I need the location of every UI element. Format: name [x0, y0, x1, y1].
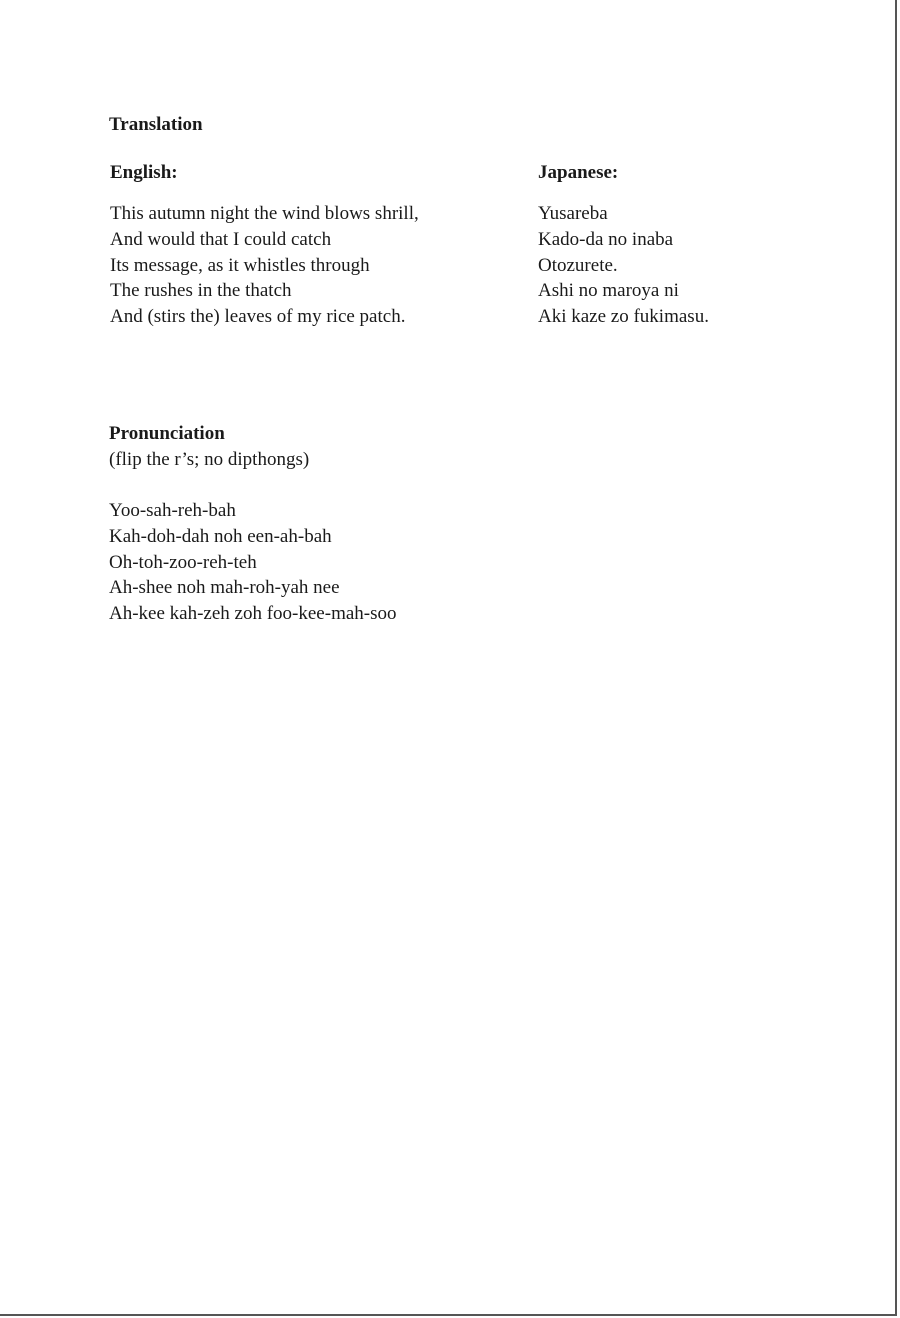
- english-line: And would that I could catch: [110, 228, 332, 250]
- pronunciation-note: (flip the r’s; no dipthongs): [109, 449, 310, 470]
- japanese-label: Japanese:: [538, 162, 619, 183]
- english-lines: [110, 201, 419, 330]
- pronunciation-lines: [109, 498, 397, 627]
- english-line: The rushes in the thatch: [110, 280, 292, 302]
- pronunciation-heading: Pronunciation: [109, 423, 225, 444]
- pronunciation-line: Yoo-sah-reh-bah: [109, 500, 236, 521]
- japanese-lines: [538, 201, 709, 330]
- translation-heading: Translation: [109, 114, 203, 135]
- japanese-line: Aki kaze zo fukimasu.: [538, 306, 709, 328]
- japanese-line: Yusareba: [538, 203, 608, 224]
- japanese-line: Otozurete.: [538, 254, 618, 276]
- japanese-line: Kado-da no inaba: [538, 228, 674, 250]
- pronunciation-line: Oh-toh-zoo-reh-teh: [109, 551, 257, 573]
- english-line: Its message, as it whistles through: [110, 254, 370, 276]
- english-line: This autumn night the wind blows shrill,: [110, 203, 419, 224]
- pronunciation-line: Kah-doh-dah noh een-ah-bah: [109, 525, 332, 547]
- pronunciation-line: Ah-shee noh mah-roh-yah nee: [109, 577, 340, 599]
- japanese-line: Ashi no maroya ni: [538, 280, 679, 302]
- english-label: English:: [110, 162, 178, 183]
- pronunciation-line: Ah-kee kah-zeh zoh foo-kee-mah-soo: [109, 603, 397, 625]
- english-line: And (stirs the) leaves of my rice patch.: [110, 306, 406, 328]
